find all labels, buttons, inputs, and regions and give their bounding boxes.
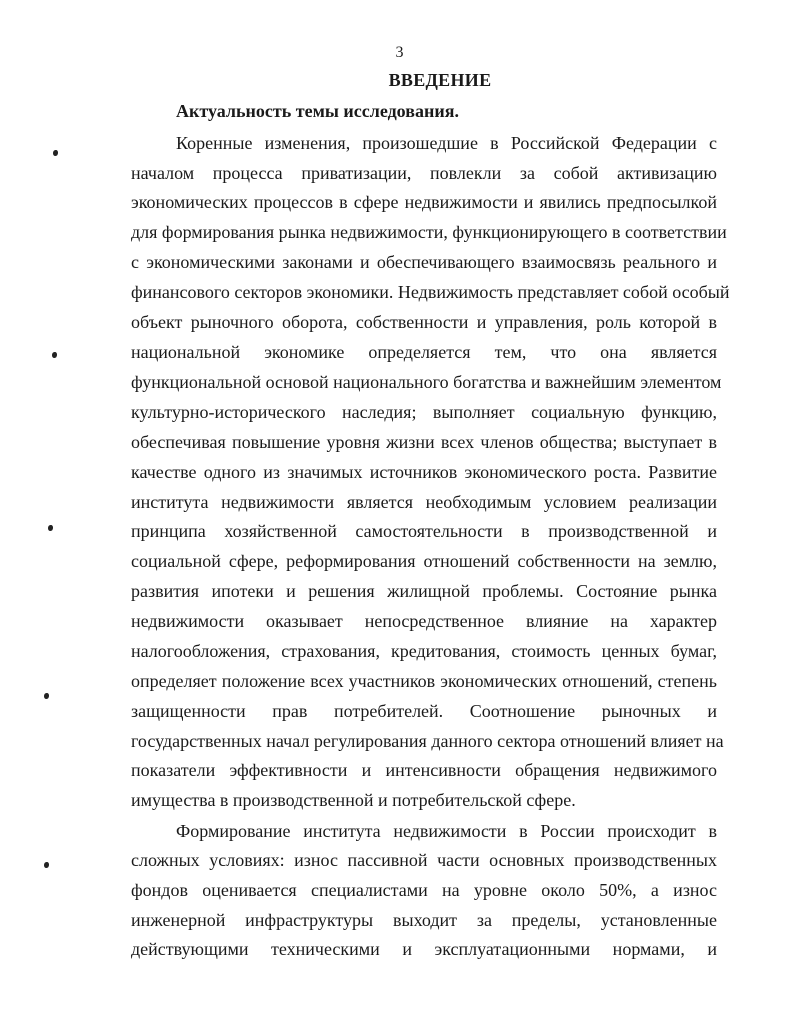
- text-line: сложных условиях: износ пассивной части основных производственных: [131, 850, 717, 870]
- text-line: принципа хозяйственной самостоятельности в производственной и: [131, 521, 717, 541]
- text-line: действующими техническими и эксплуатационными нормами, и: [131, 939, 717, 959]
- text-line: началом процесса приватизации, повлекли за собой активизацию: [131, 163, 717, 183]
- text-line: показатели эффективности и интенсивности обращения недвижимого: [131, 760, 717, 780]
- text-line: фондов оценивается специалистами на уровне около 50%, а износ: [131, 880, 717, 900]
- text-line: защищенности прав потребителей. Соотношение рыночных и: [131, 701, 717, 721]
- text-line: определяет положение всех участников экономических отношений, степень: [131, 671, 717, 691]
- scan-mark: [52, 352, 57, 358]
- text-line: экономических процессов в сфере недвижимости и явились предпосылкой: [131, 192, 717, 212]
- text-line: национальной экономике определяется тем, что она является: [131, 342, 717, 362]
- text-line: налогообложения, страхования, кредитования, стоимость ценных бумаг,: [131, 641, 717, 661]
- text-line: Коренные изменения, произошедшие в Российской Федерации с: [176, 133, 717, 153]
- section-subtitle: Актуальность темы исследования.: [176, 101, 459, 121]
- text-line: финансового секторов экономики. Недвижимость представляет собой особый: [131, 282, 730, 302]
- text-line: института недвижимости является необходимым условием реализации: [131, 492, 717, 512]
- text-line: развития ипотеки и решения жилищной проблемы. Состояние рынка: [131, 581, 717, 601]
- text-line: обеспечивая повышение уровня жизни всех членов общества; выступает в: [131, 432, 717, 452]
- text-line: недвижимости оказывает непосредственное влияние на характер: [131, 611, 717, 631]
- text-line: с экономическими законами и обеспечивающего взаимосвязь реального и: [131, 252, 717, 272]
- scan-mark: [44, 693, 49, 699]
- scan-mark: [53, 150, 58, 156]
- text-line: Формирование института недвижимости в России происходит в: [176, 821, 717, 841]
- text-line: объект рыночного оборота, собственности и управления, роль которой в: [131, 312, 717, 332]
- text-line: инженерной инфраструктуры выходит за пределы, установленные: [131, 910, 717, 930]
- page-number: 3: [395, 44, 404, 61]
- text-line: качестве одного из значимых источников экономического роста. Развитие: [131, 462, 717, 482]
- scan-mark: [44, 862, 49, 868]
- text-line: имущества в производственной и потребительской сфере.: [131, 790, 576, 810]
- text-line: социальной сфере, реформирования отношений собственности на землю,: [131, 551, 717, 571]
- page-title: ВВЕДЕНИЕ: [388, 70, 492, 90]
- text-line: функциональной основой национального богатства и важнейшим элементом: [131, 372, 722, 392]
- text-line: культурно-исторического наследия; выполняет социальную функцию,: [131, 402, 717, 422]
- text-line: для формирования рынка недвижимости, функционирующего в соответствии: [131, 222, 727, 242]
- scan-mark: [48, 525, 53, 531]
- text-line: государственных начал регулирования данного сектора отношений влияет на: [131, 731, 724, 751]
